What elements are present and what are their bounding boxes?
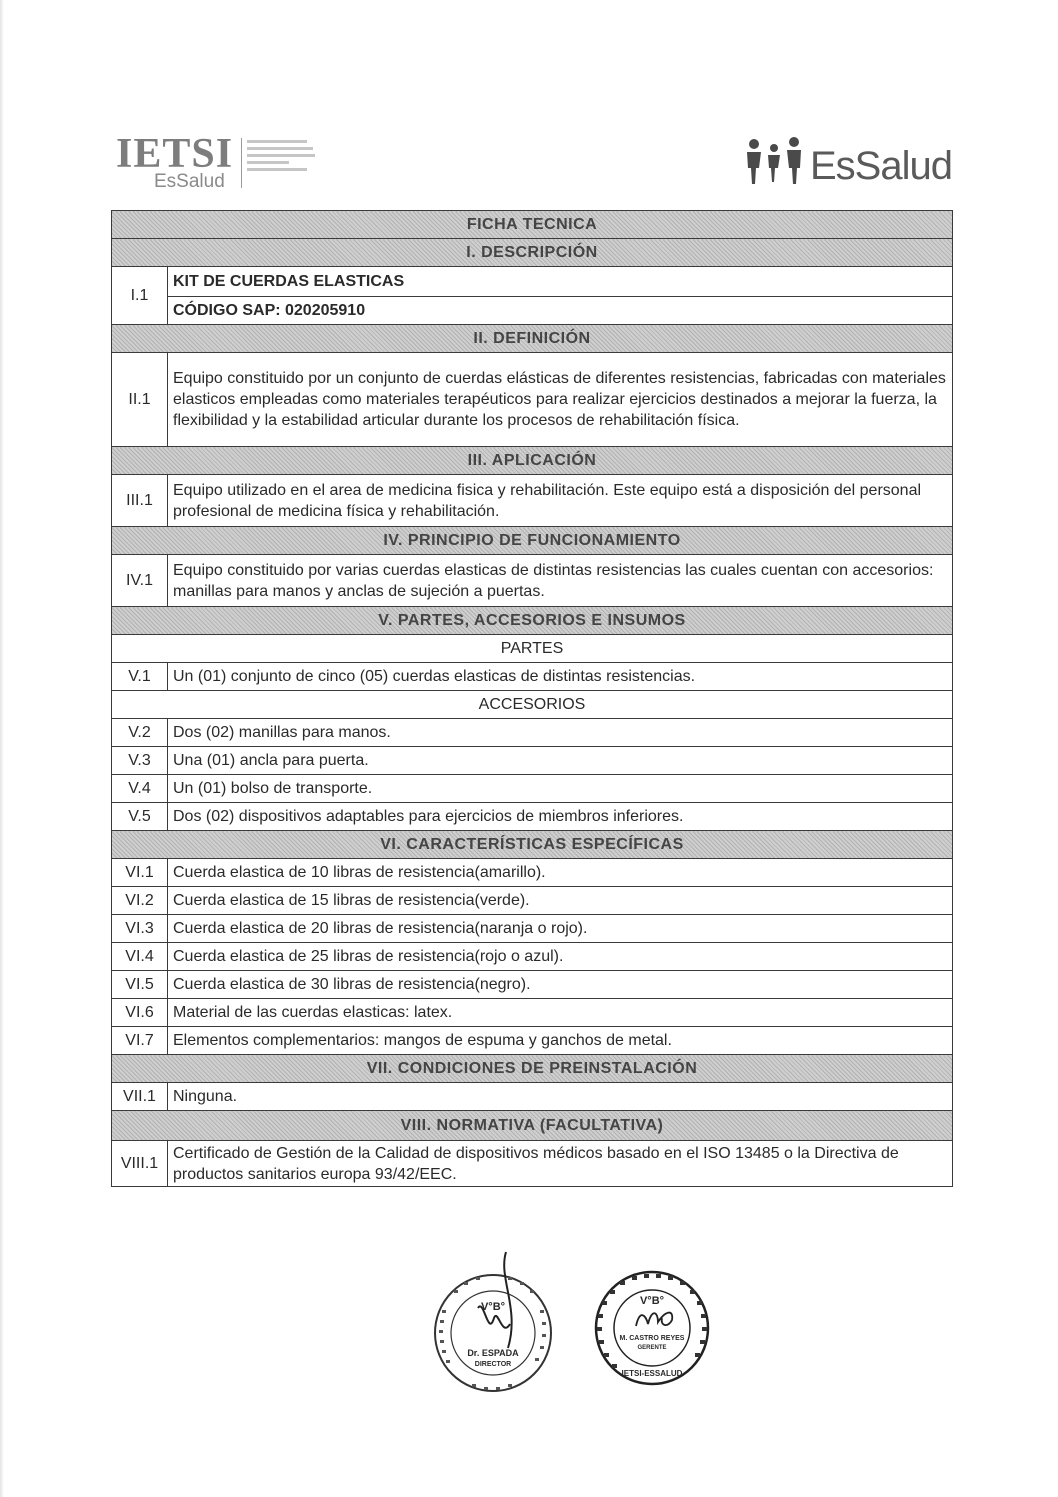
ietsi-logo (116, 131, 316, 192)
definition-text: Equipo constituido por un conjunto de cuerdas elásticas de diferentes resistencias, fabricadas con materiales elasticos empleadas como materiales terapéuticos para realizar ejercicios destinados a mejorar la fuerza, la flexibilidad y la estabilidad articular durante los procesos de rehabilitación física. (168, 353, 953, 447)
stamp-vb: V°B° (639, 1295, 665, 1307)
operation-text: Equipo constituido por varias cuerdas elasticas de distintas resistencias las cuales cuentan con accesorios: manillas para manos y anclas de sujeción a puertas. (168, 555, 953, 607)
row-code: VI.1 (112, 859, 168, 887)
row-code: V.4 (112, 775, 168, 803)
row-code: VII.1 (112, 1083, 168, 1111)
row-code: VIII.1 (112, 1141, 168, 1187)
spec-text: Cuerda elastica de 15 libras de resistencia(verde). (168, 887, 953, 915)
row-code: VI.3 (112, 915, 168, 943)
row-code: II.1 (112, 353, 168, 447)
product-name: KIT DE CUERDAS ELASTICAS (168, 267, 953, 297)
essalud-logo-text: EsSalud (810, 144, 952, 188)
row-code: V.2 (112, 719, 168, 747)
accessory-text: Dos (02) dispositivos adaptables para ejercicios de miembros inferiores. (168, 803, 953, 831)
signature-icon (478, 1252, 512, 1348)
section-preinstalacion: VII. CONDICIONES DE PREINSTALACIÓN (112, 1055, 953, 1083)
row-code: III.1 (112, 475, 168, 527)
essalud-logo (744, 136, 952, 192)
row-code: V.5 (112, 803, 168, 831)
stamp-name: M. CASTRO REYES (619, 1335, 685, 1342)
section-aplicacion: III. APLICACIÓN (112, 447, 953, 475)
row-code: V.1 (112, 663, 168, 691)
stamp-role: GERENTE (637, 1345, 667, 1351)
spec-text: Cuerda elastica de 25 libras de resistencia(rojo o azul). (168, 943, 953, 971)
normative-text: Certificado de Gestión de la Calidad de dispositivos médicos basado en el ISO 13485 o la Directiva de productos sanitarios europa 93/42/EEC. (168, 1141, 953, 1187)
section-definicion: II. DEFINICIÓN (112, 325, 953, 353)
scan-edge (0, 0, 4, 1497)
row-code: VI.7 (112, 1027, 168, 1055)
row-code: V.3 (112, 747, 168, 775)
accessory-text: Una (01) ancla para puerta. (168, 747, 953, 775)
spec-text: Cuerda elastica de 10 libras de resistencia(amarillo). (168, 859, 953, 887)
signature-icon (636, 1313, 672, 1326)
row-code: VI.4 (112, 943, 168, 971)
section-descripcion: I. DESCRIPCIÓN (112, 239, 953, 267)
stamp-ring-bottom: IETSI-ESSALUD (621, 1369, 683, 1378)
row-code: I.1 (112, 267, 168, 325)
manager-stamp (592, 1268, 712, 1390)
spec-text: Material de las cuerdas elasticas: latex. (168, 999, 953, 1027)
accessory-text: Un (01) bolso de transporte. (168, 775, 953, 803)
ietsi-logo-subtext: EsSalud (154, 171, 225, 192)
stamp-name: Dr. ESPADA (467, 1348, 519, 1358)
section-normativa: VIII. NORMATIVA (FACULTATIVA) (112, 1111, 953, 1141)
director-stamp (428, 1248, 558, 1398)
preinstall-text: Ninguna. (168, 1083, 953, 1111)
ietsi-logo-fine-print (247, 140, 315, 175)
section-funcionamiento: IV. PRINCIPIO DE FUNCIONAMIENTO (112, 527, 953, 555)
sap-code: CÓDIGO SAP: 020205910 (168, 297, 953, 325)
section-partes: V. PARTES, ACCESORIOS E INSUMOS (112, 607, 953, 635)
ietsi-logo-text: IETSI (116, 131, 234, 177)
family-figures-icon (744, 136, 808, 188)
spec-text: Elementos complementarios: mangos de espuma y ganchos de metal. (168, 1027, 953, 1055)
part-text: Un (01) conjunto de cinco (05) cuerdas elasticas de distintas resistencias. (168, 663, 953, 691)
stamp-vb: V°B° (480, 1301, 506, 1313)
accessory-text: Dos (02) manillas para manos. (168, 719, 953, 747)
row-code: IV.1 (112, 555, 168, 607)
application-text: Equipo utilizado en el area de medicina fisica y rehabilitación. Este equipo está a disposición del personal profesional de medicina física y rehabilitación. (168, 475, 953, 527)
technical-sheet-table (111, 210, 953, 1187)
row-code: VI.5 (112, 971, 168, 999)
spec-text: Cuerda elastica de 20 libras de resistencia(naranja o rojo). (168, 915, 953, 943)
section-caracteristicas: VI. CARACTERÍSTICAS ESPECÍFICAS (112, 831, 953, 859)
ietsi-logo-divider (241, 138, 242, 188)
row-code: VI.2 (112, 887, 168, 915)
spec-text: Cuerda elastica de 30 libras de resistencia(negro). (168, 971, 953, 999)
row-code: VI.6 (112, 999, 168, 1027)
subheader-accesorios: ACCESORIOS (112, 691, 953, 719)
stamp-role: DIRECTOR (474, 1361, 512, 1368)
sheet-title: FICHA TECNICA (112, 211, 953, 239)
subheader-partes: PARTES (112, 635, 953, 663)
